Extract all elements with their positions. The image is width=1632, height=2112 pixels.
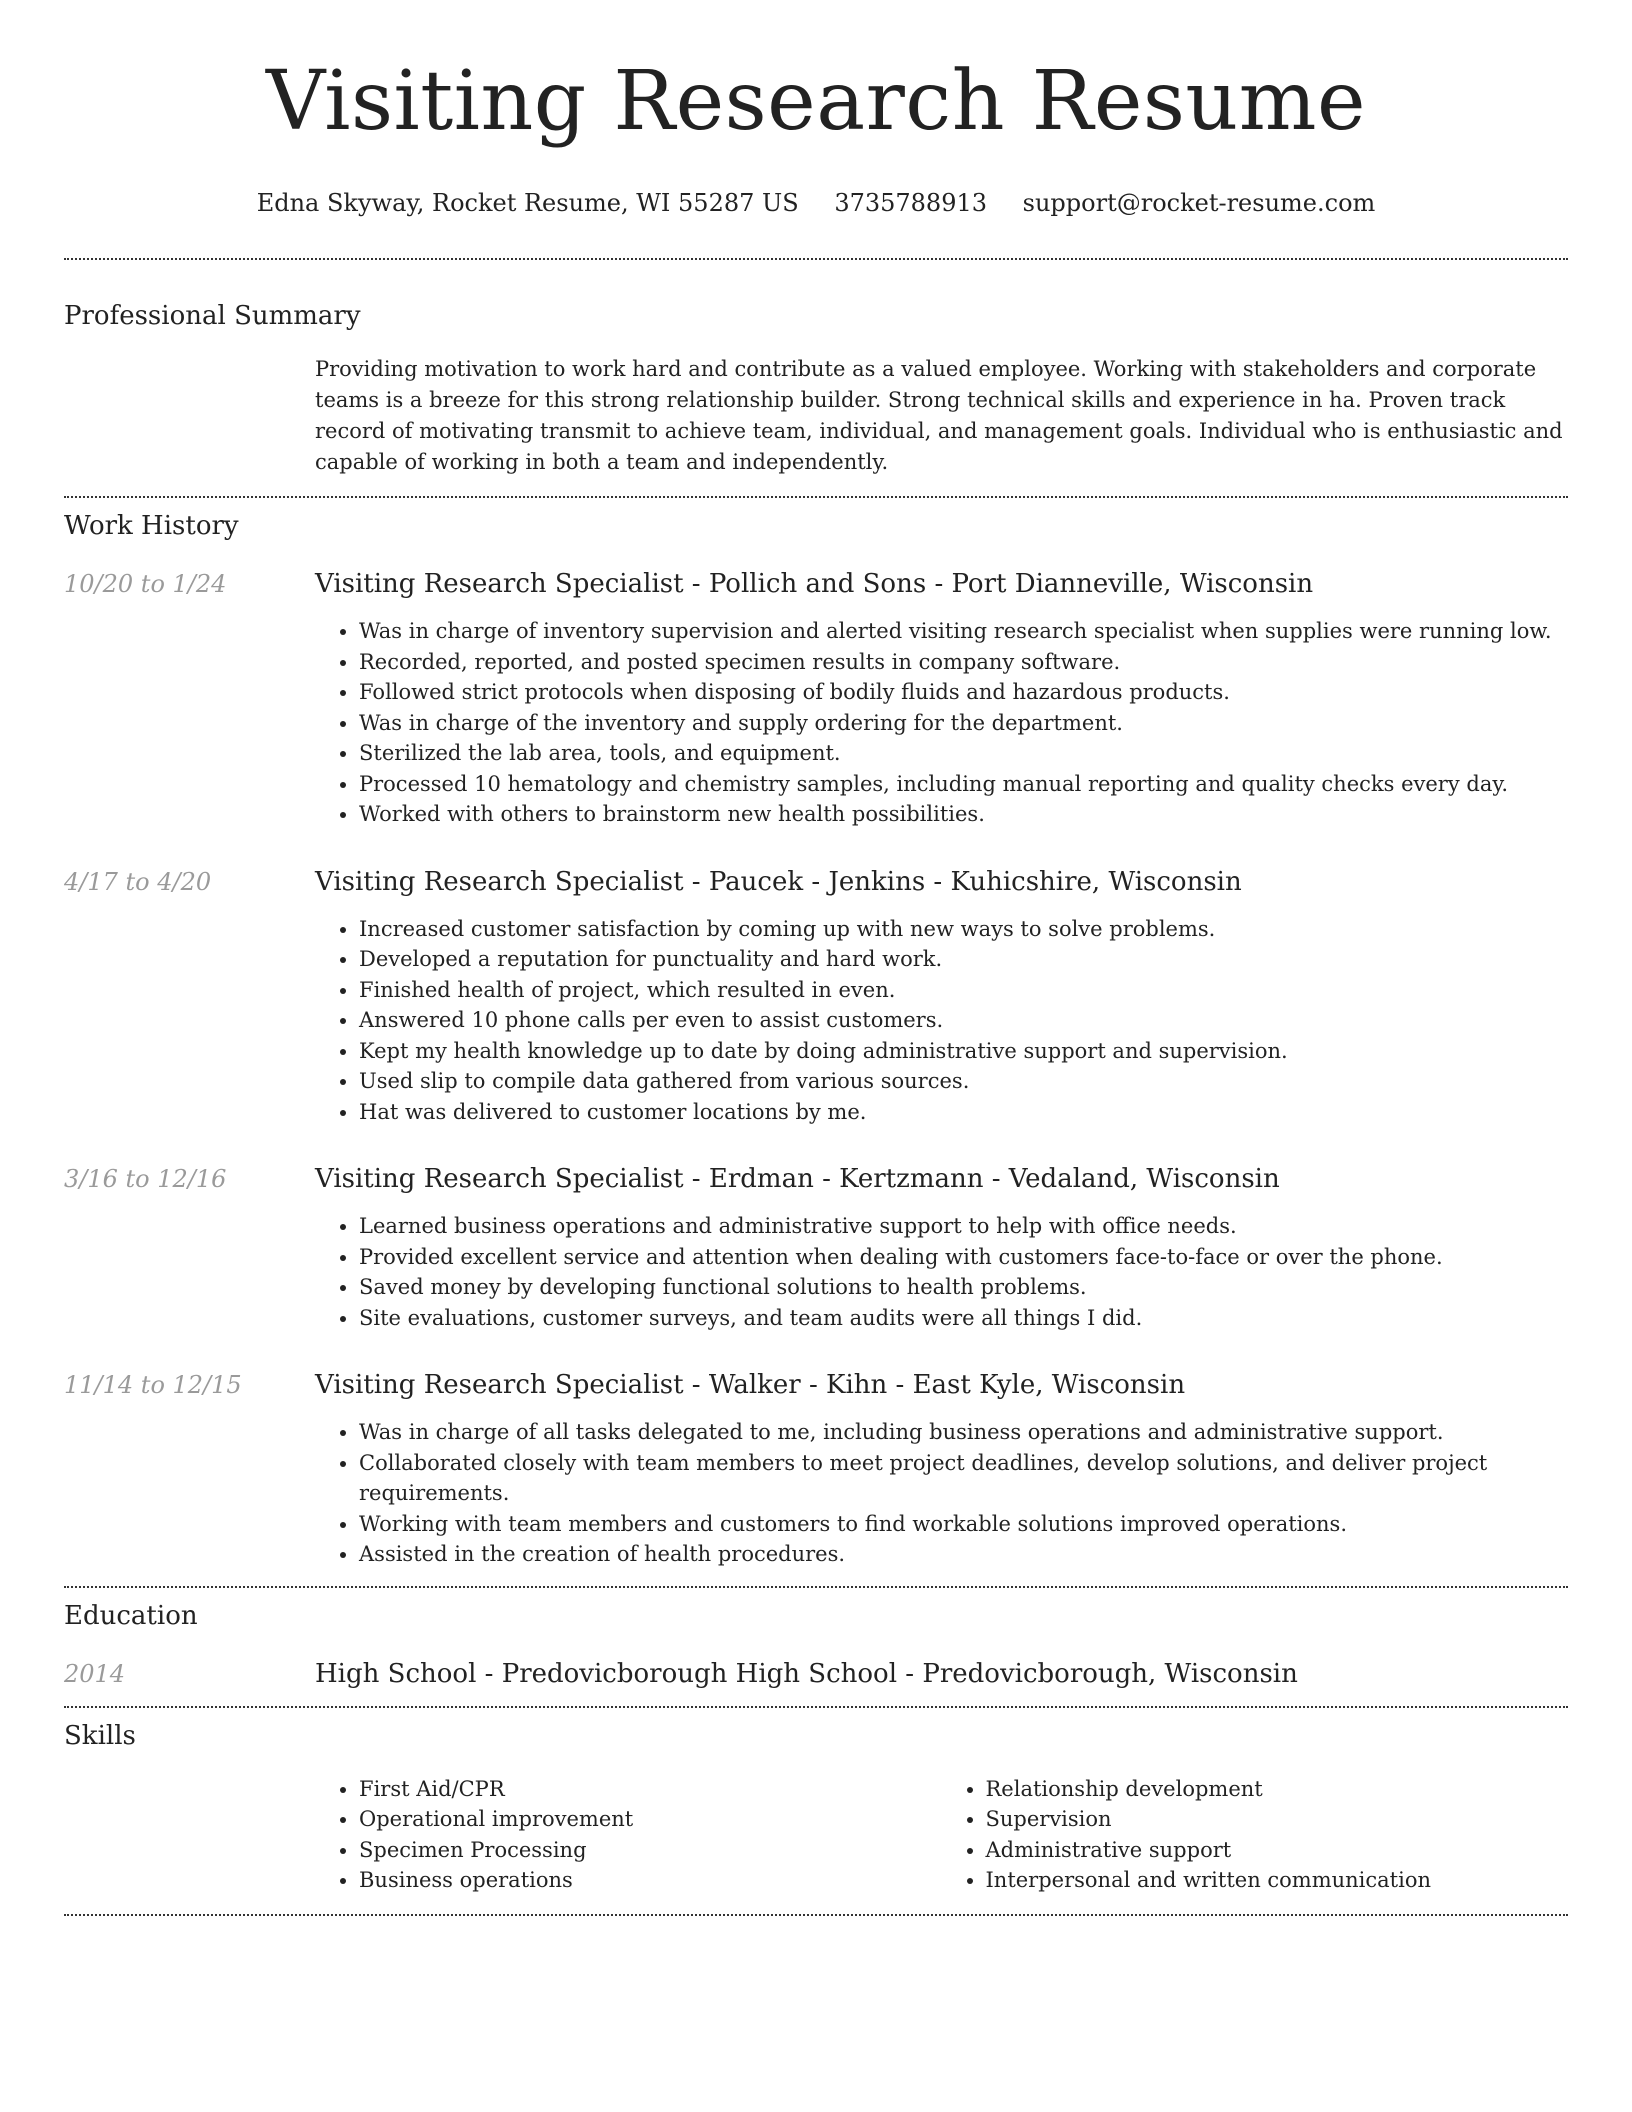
job-bullets (315, 914, 1568, 1128)
job-dates: 11/14 to 12/15 (64, 1371, 242, 1399)
job-title: Visiting Research Specialist - Walker - Kihn - East Kyle, Wisconsin (315, 1370, 1186, 1400)
divider (64, 1706, 1568, 1708)
contact-phone: 3735788913 (834, 189, 988, 217)
education-entry (64, 1658, 1568, 1690)
job-title: Visiting Research Specialist - Paucek - Jenkins - Kuhicshire, Wisconsin (315, 866, 1242, 897)
skills-list-left (315, 1774, 942, 1896)
contact-address: Edna Skyway, Rocket Resume, WI 55287 US (256, 189, 799, 217)
skill-item: • First Aid/CPR (359, 1774, 942, 1805)
list-item: • Assisted in the creation of health procedures. (359, 1539, 1568, 1570)
education-heading: Education (64, 1600, 198, 1631)
education-year: 2014 (64, 1659, 126, 1688)
skill-item: • Relationship development (986, 1774, 1569, 1805)
work-history-heading: Work History (64, 511, 239, 541)
list-item: • Sterilized the lab area, tools, and equipment. (359, 738, 1568, 769)
list-item: • Site evaluations, customer surveys, and team audits were all things I did. (359, 1303, 1568, 1334)
job-title: Visiting Research Specialist - Pollich and Sons - Port Dianneville, Wisconsin (315, 569, 1314, 599)
skills-heading: Skills (64, 1720, 136, 1751)
list-item: • Used slip to compile data gathered from various sources. (359, 1066, 1568, 1097)
divider (64, 1914, 1568, 1916)
list-item: • Followed strict protocols when disposing of bodily fluids and hazardous products. (359, 677, 1568, 708)
job-entry (64, 866, 1568, 1128)
job-title: Visiting Research Specialist - Erdman - Kertzmann - Vedaland, Wisconsin (315, 1164, 1280, 1194)
skill-item: • Operational improvement (359, 1804, 942, 1835)
list-item: • Kept my health knowledge up to date by doing administrative support and supervision. (359, 1036, 1568, 1067)
list-item: • Answered 10 phone calls per even to assist customers. (359, 1005, 1568, 1036)
contact-line (64, 188, 1568, 218)
list-item: • Hat was delivered to customer locations by me. (359, 1097, 1568, 1128)
list-item: • Recorded, reported, and posted specimen results in company software. (359, 647, 1568, 678)
list-item: • Was in charge of all tasks delegated to me, including business operations and administrative support. (359, 1417, 1568, 1448)
skills-list-right (942, 1774, 1569, 1896)
skill-item: • Administrative support (986, 1835, 1569, 1866)
skill-item: • Business operations (359, 1865, 942, 1896)
list-item: • Collaborated closely with team members to meet project deadlines, develop solutions, and deliver project requirements. (359, 1448, 1568, 1509)
skill-item: • Interpersonal and written communication (986, 1865, 1569, 1896)
resume-title: Visiting Research Resume (265, 54, 1367, 149)
job-dates: 3/16 to 12/16 (64, 1165, 227, 1193)
list-item: • Saved money by developing functional solutions to health problems. (359, 1272, 1568, 1303)
list-item: • Working with team members and customers to find workable solutions improved operations. (359, 1509, 1568, 1540)
list-item: • Finished health of project, which resulted in even. (359, 975, 1568, 1006)
job-entry (64, 1163, 1568, 1333)
job-entry (64, 1369, 1568, 1570)
list-item: • Increased customer satisfaction by coming up with new ways to solve problems. (359, 914, 1568, 945)
summary-text: Providing motivation to work hard and contribute as a valued employee. Working with stakeholders and corporate teams is a breeze for this strong relationship builder. Strong technical skills and experience in ha. Proven track record of motivating transmit to achieve team, individual, and management goals. Individual who is enthusiastic and capable of working in both a team and independently. (315, 357, 1563, 474)
list-item: • Worked with others to brainstorm new health possibilities. (359, 799, 1568, 830)
job-dates: 4/17 to 4/20 (64, 867, 212, 896)
divider (64, 1586, 1568, 1588)
skill-item: • Supervision (986, 1804, 1569, 1835)
education-title: High School - Predovicborough High School - Predovicborough, Wisconsin (315, 1658, 1298, 1689)
list-item: • Processed 10 hematology and chemistry samples, including manual reporting and quality checks every day. (359, 769, 1568, 800)
skill-item: • Specimen Processing (359, 1835, 942, 1866)
job-bullets (315, 1417, 1568, 1570)
list-item: • Was in charge of the inventory and supply ordering for the department. (359, 708, 1568, 739)
resume-page (64, 0, 1568, 1916)
list-item: • Provided excellent service and attention when dealing with customers face-to-face or over the phone. (359, 1242, 1568, 1273)
list-item: • Developed a reputation for punctuality and hard work. (359, 944, 1568, 975)
list-item: • Was in charge of inventory supervision and alerted visiting research specialist when supplies were running low. (359, 616, 1568, 647)
divider (64, 258, 1568, 260)
job-dates: 10/20 to 1/24 (64, 570, 227, 598)
job-bullets (315, 616, 1568, 830)
job-bullets (315, 1211, 1568, 1333)
job-entry (64, 568, 1568, 830)
summary-heading: Professional Summary (64, 301, 361, 331)
contact-email: support@rocket-resume.com (1022, 189, 1376, 217)
skills-grid (315, 1774, 1568, 1896)
divider (64, 496, 1568, 498)
list-item: • Learned business operations and administrative support to help with office needs. (359, 1211, 1568, 1242)
